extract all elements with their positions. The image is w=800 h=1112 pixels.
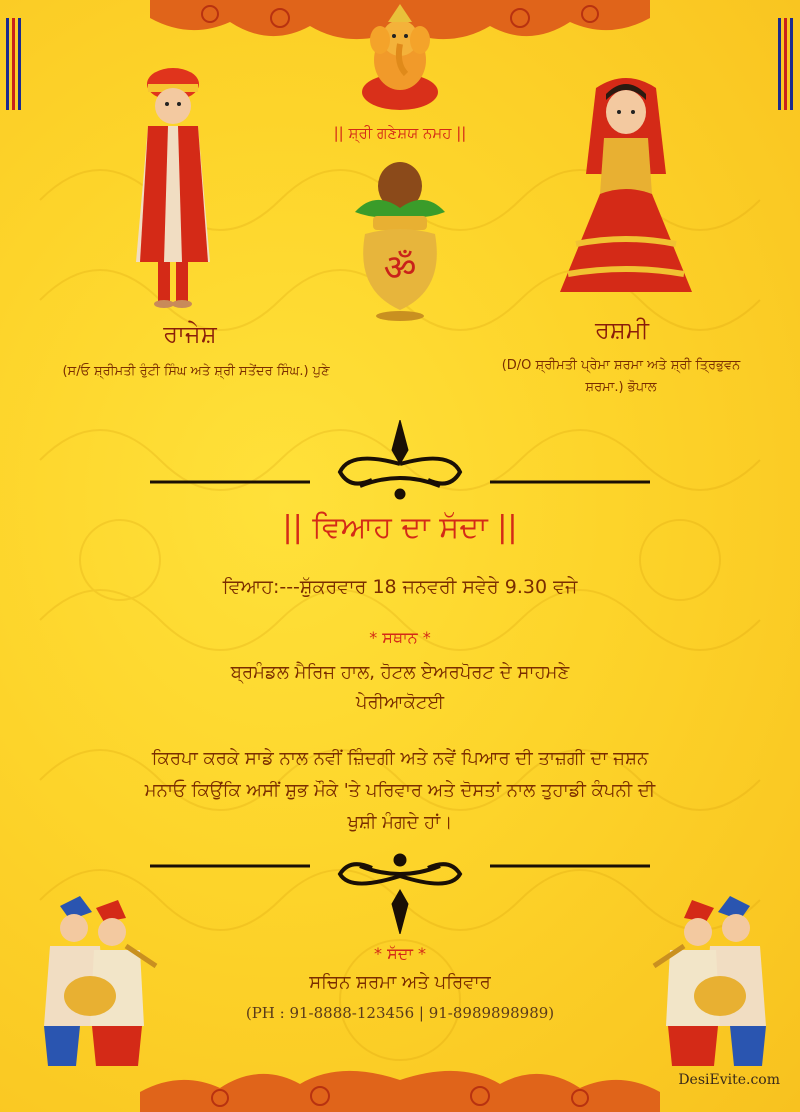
invitation-title: || ਵਿਆਹ ਦਾ ਸੱਦਾ || [282, 510, 518, 545]
bride-illustration [556, 74, 696, 296]
invocation-text: || ਸ਼੍ਰੀ ਗਣੇਸ਼ਯ ਨਮਹ || [333, 124, 467, 142]
groom-name: ਰਾਜੇਸ਼ [163, 320, 217, 348]
message-line3: ਖੁਸ਼ੀ ਮੰਗਦੇ ਹਾਂ। [347, 812, 453, 833]
message-line1: ਕਿਰਪਾ ਕਰਕੇ ਸਾਡੇ ਨਾਲ ਨਵੀਂ ਜ਼ਿੰਦਗੀ ਅਤੇ ਨਵੇਂ ਪਿਆਰ ਦੀ ਤਾਜ਼ਗੀ ਦਾ ਜਸ਼ਨ [151, 748, 649, 769]
groom-parents: (ਸ/ਓ ਸ਼੍ਰੀਮਤੀ ਰੁੰਟੀ ਸਿੰਘ ਅਤੇ ਸ਼੍ਰੀ ਸਤੇਂਦਰ ਸਿੰਘ.) ਪੁਣੇ [62, 364, 330, 379]
kalash-om-icon [345, 160, 455, 322]
left-stripes [6, 18, 22, 110]
ganesha-icon [360, 0, 440, 112]
message-line2: ਮਨਾਓ ਕਿਉਂਕਿ ਅਸੀਂ ਸ਼ੁਭ ਮੌਕੇ 'ਤੇ ਪਰਿਵਾਰ ਅਤੇ ਦੋਸਤਾਂ ਨਾਲ ਤੁਹਾਡੀ ਕੰਪਨੀ ਦੀ [144, 780, 656, 801]
drummer-musicians-illustration-right [650, 896, 780, 1072]
host-name: ਸਚਿਨ ਸ਼ਰਮਾ ਅਤੇ ਪਰਿਵਾਰ [309, 972, 491, 993]
bride-parents-line2: ਸ਼ਰਮਾ.) ਭੋਪਾਲ [585, 380, 657, 395]
watermark: DesiEvite.com [678, 1072, 780, 1088]
venue-line1: ਬ੍ਰਮੰਡਲ ਮੈਰਿਜ ਹਾਲ, ਹੋਟਲ ਏਅਰਪੋਰਟ ਦੇ ਸਾਹਮਣੇ [230, 662, 570, 683]
groom-illustration [118, 62, 228, 312]
host-phone: (PH : 91-8888-123456 | 91-8989898989) [245, 1004, 555, 1022]
venue-line2: ਪੇਰੀਆਕੋਟਈ [355, 692, 445, 713]
venue-heading: * ਸਥਾਨ * [369, 628, 431, 647]
svg-text:ॐ: ॐ [383, 248, 417, 289]
event-datetime: ਵਿਆਹ:---ਸ਼ੁੱਕਰਵਾਰ 18 ਜਨਵਰੀ ਸਵੇਰੇ 9.30 ਵਜੇ [222, 576, 578, 598]
bride-name: ਰਸ਼ਮੀ [595, 316, 649, 344]
bride-parents-line1: (D/O ਸ਼੍ਰੀਮਤੀ ਪ੍ਰੇਮਾ ਸ਼ਰਮਾ ਅਤੇ ਸ਼੍ਰੀ ਤ੍ਰਿਭੁਵਨ [501, 358, 741, 373]
ornamental-divider-bottom [150, 852, 650, 934]
host-heading: * ਸੱਦਾ * [374, 944, 426, 963]
floral-border-bottom [140, 1052, 660, 1112]
right-stripes [778, 18, 794, 110]
ornamental-divider [150, 420, 650, 504]
drummer-musicians-illustration [30, 896, 160, 1072]
